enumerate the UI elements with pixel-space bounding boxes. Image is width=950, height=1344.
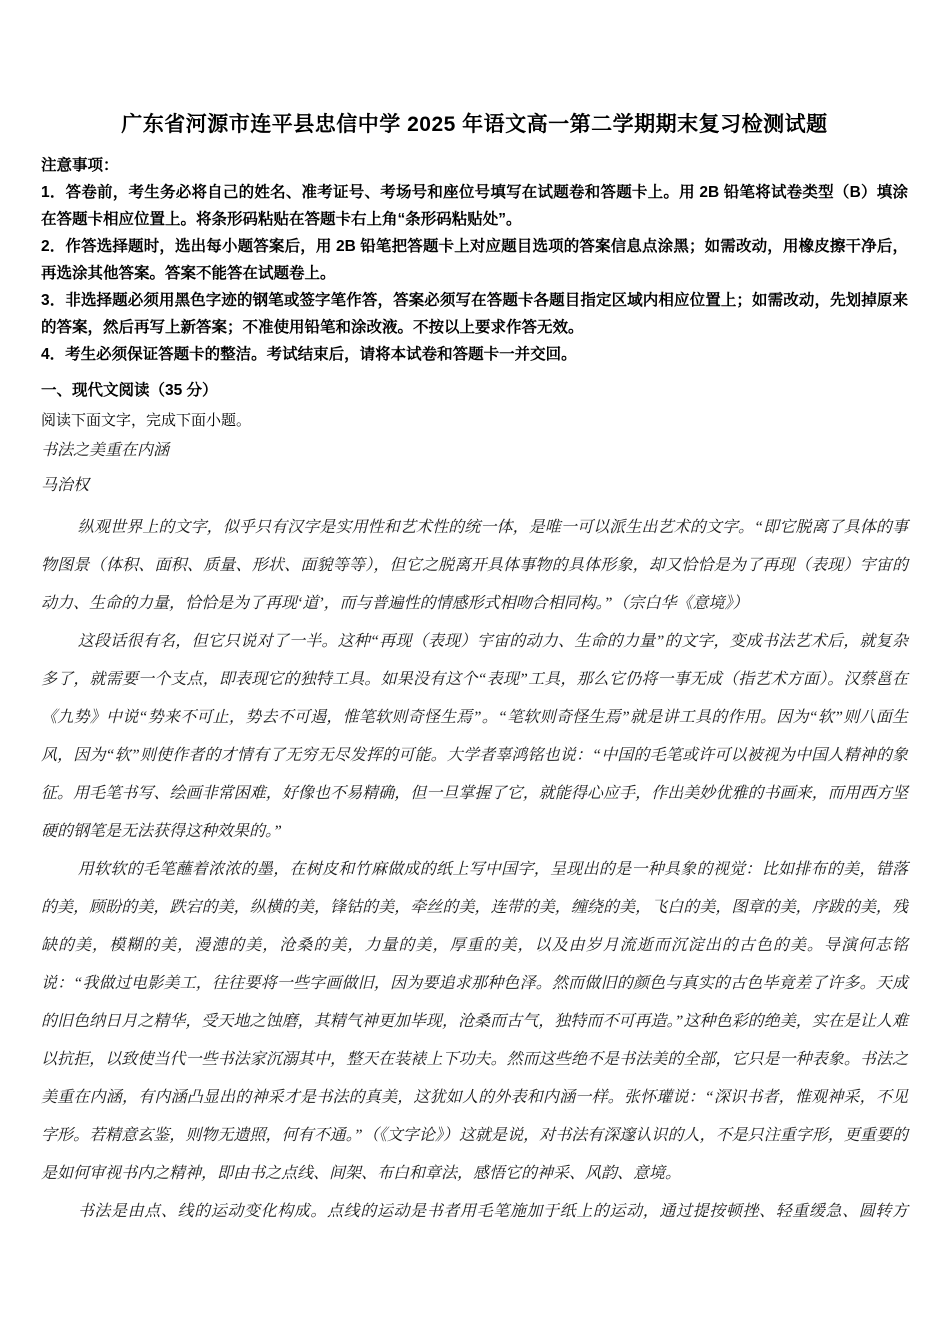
essay-paragraph-3: 用软软的毛笔蘸着浓浓的墨，在树皮和竹麻做成的纸上写中国字，呈现出的是一种具象的视觉：比如排布的美，错落的美，顾盼的美，跌宕的美，纵横的美，锋钴的美，牵丝的美，连带的美，缠绕的美，飞白的美，图章的美，序跋的美，残缺的美，模糊的美，漫漶的美，沧桑的美，力量的美，厚重的美，以及由岁月流逝而沉淀出的古色的美。导演何志铭说：“我做过电影美工，往往要将一些字画做旧，因为要追求那种色泽。然而做旧的颜色与真实的古色毕竟差了许多。天成的旧色纳日月之精华，受天地之蚀磨，其精气神更加毕现，沧桑而古气，独特而不可再造。”这种色彩的绝美，实在是让人难以抗拒，以致使当代一些书法家沉溺其中，整天在装裱上下功夫。然而这些绝不是书法美的全部，它只是一种表象。书法之美重在内涵，有内涵凸显出的神采才是书法的真美，这犹如人的外表和内涵一样。张怀瓘说：“深识书者，惟观神采，不见字形。若精意玄鉴，则物无遗照，何有不通。”（《文字论》）这就是说，对书法有深邃认识的人，不是只注重字形，更重要的是如何审视书内之精神，即由书之点线、间架、布白和章法，感悟它的神采、风韵、意境。 xyxy=(41,861,908,1182)
notices-section xyxy=(41,152,908,368)
section-heading: 一、现代文阅读（35 分） xyxy=(41,382,218,399)
notice-item-1: 1．答卷前，考生务必将自己的姓名、准考证号、考场号和座位号填写在试题卷和答题卡上。用 2B 铅笔将试卷类型（B）填涂在答题卡相应位置上。将条形码粘贴在答题卡右上角“条形码粘贴处”。 xyxy=(41,184,908,228)
notice-item-4: 4．考生必须保证答题卡的整洁。考试结束后，请将本试卷和答题卡一并交回。 xyxy=(41,346,577,363)
page-title: 广东省河源市连平县忠信中学 2025 年语文高一第二学期期末复习检测试题 xyxy=(121,113,828,136)
notices-heading: 注意事项： xyxy=(41,157,119,174)
essay-paragraph-4-truncated: 书法是由点、线的运动变化构成。点线的运动是书者用毛笔施加于纸上的运动，通过提按顿挫、轻重缓急、圆转方 xyxy=(77,1203,908,1220)
essay-title: 书法之美重在内涵 xyxy=(41,442,170,459)
essay-paragraph-2: 这段话很有名，但它只说对了一半。这种“再现（表现）宇宙的动力、生命的力量”的文字，变成书法艺术后，就复杂多了，就需要一个支点，即表现它的独特工具。如果没有这个“表现”工具，那么它仍将一事无成（指艺术方面）。汉蔡邕在《九势》中说“势来不可止，势去不可遏，惟笔软则奇怪生焉”。“笔软则奇怪生焉”就是讲工具的作用。因为“软”则八面生风，因为“软”则使作者的才情有了无穷无尽发挥的可能。大学者辜鸿铭也说：“中国的毛笔或许可以被视为中国人精神的象征。用毛笔书写、绘画非常困难，好像也不易精确，但一旦掌握了它，就能得心应手，作出美妙优雅的书画来，而用西方坚硬的钢笔是无法获得这种效果的。” xyxy=(41,633,908,840)
essay-author: 马治权 xyxy=(41,477,90,494)
essay-body xyxy=(41,509,908,1231)
reading-section xyxy=(41,380,908,1231)
notice-item-2: 2．作答选择题时，选出每小题答案后，用 2B 铅笔把答题卡上对应题目选项的答案信息点涂黑；如需改动，用橡皮擦干净后，再选涂其他答案。答案不能答在试题卷上。 xyxy=(41,238,908,282)
reading-instruction: 阅读下面文字，完成下面小题。 xyxy=(41,412,252,429)
notice-item-3: 3．非选择题必须用黑色字迹的钢笔或签字笔作答，答案必须写在答题卡各题目指定区域内相应位置上；如需改动，先划掉原来的答案，然后再写上新答案；不准使用铅笔和涂改液。不按以上要求作答无效。 xyxy=(41,292,908,336)
essay-paragraph-1: 纵观世界上的文字，似乎只有汉字是实用性和艺术性的统一体，是唯一可以派生出艺术的文字。“即它脱离了具体的事物图景（体积、面积、质量、形状、面貌等等），但它之脱离开具体事物的具体形象，却又恰恰是为了再现（表现）宇宙的动力、生命的力量，恰恰是为了再现‘道’，而与普遍性的情感形式相吻合相同构。”（宗白华《意境》） xyxy=(41,519,908,612)
